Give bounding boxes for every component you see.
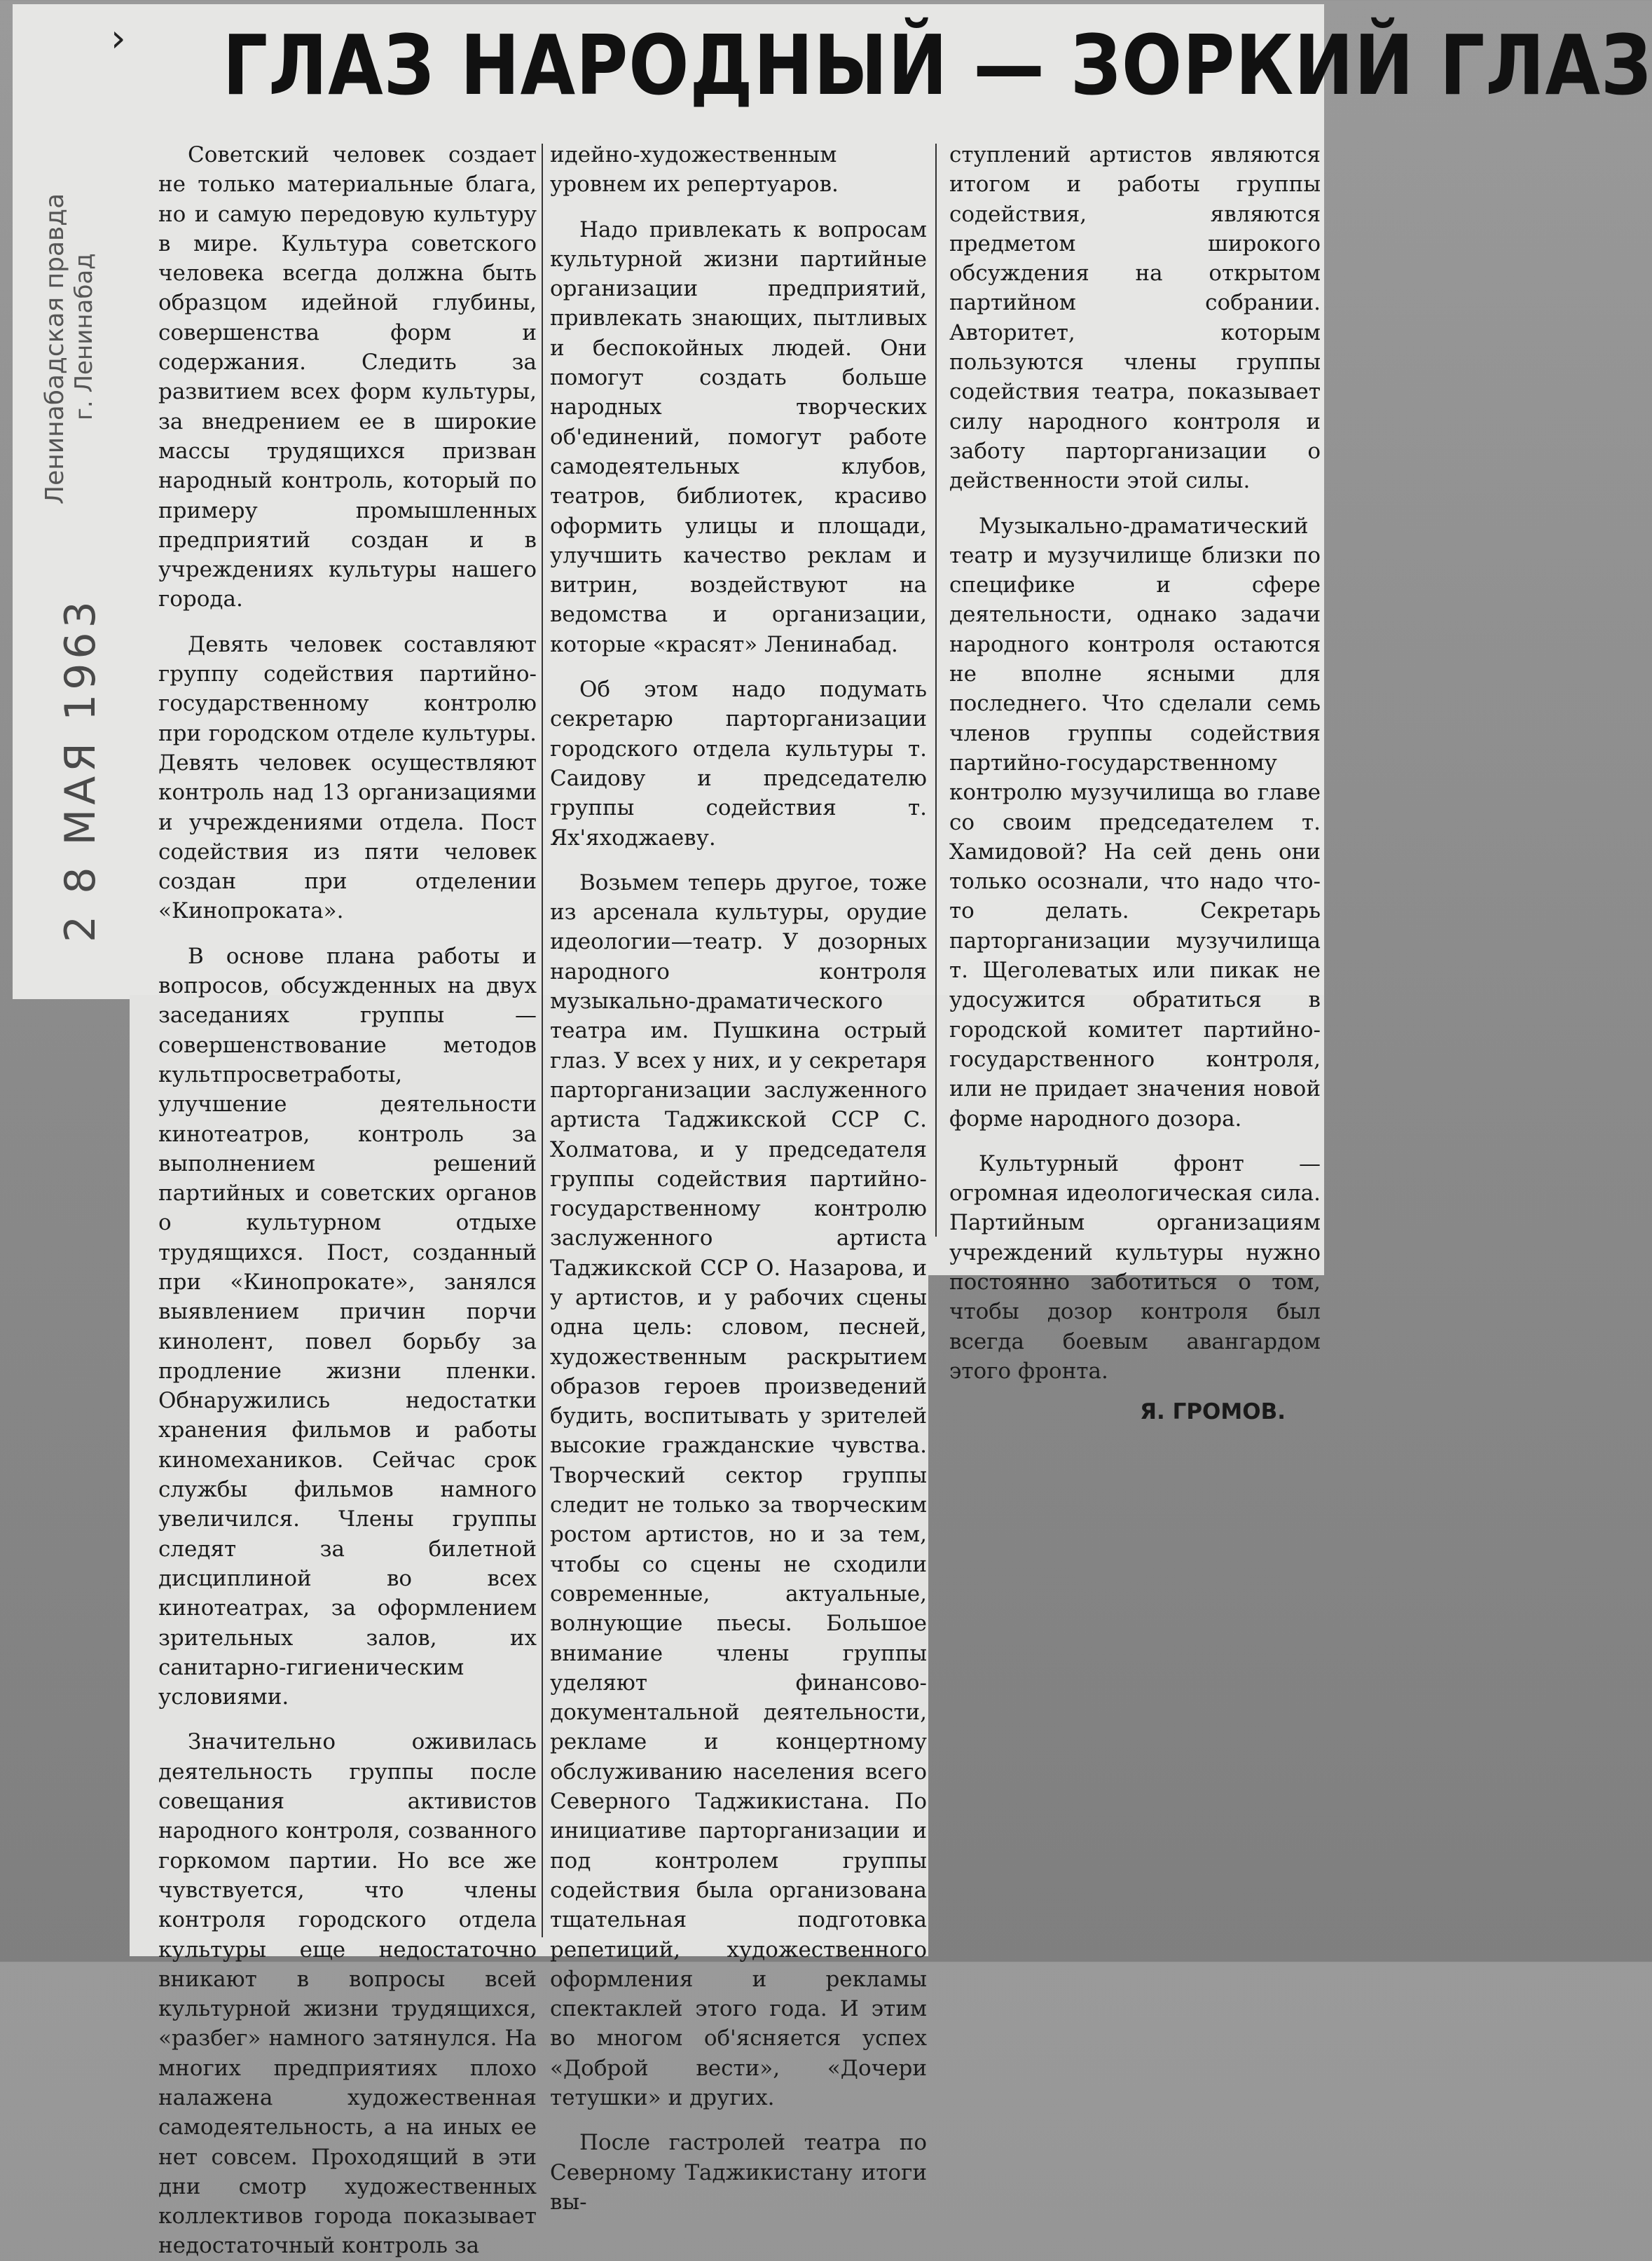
column-divider: [935, 144, 937, 1237]
paragraph: Советский человек создает не только материальные блага, но и самую передовую культуру в мире. Культура советского человека всегда должна быть образцом идейной глубины, совершенства форм и содержания. Следить за развитием всех форм культуры, за внедрением ее в широкие массы трудящихся призван народный контроль, который по примеру промышленных предприятий создан и в учреждениях культуры нашего города.: [158, 142, 537, 612]
newspaper-city-stamp: г. Ленинабад: [70, 253, 98, 420]
column-divider: [542, 144, 543, 1937]
article-column-2: [550, 140, 927, 2217]
paragraph: Возьмем теперь другое, тоже из арсенала культуры, орудие идеологии—театр. У дозорных народного контроля музыкально-драматического театра им. Пушкина острый глаз. У всех у них, и у секретаря парторганизации заслуженного артиста Таджикской ССР С. Холматова, и у председателя группы содействия партийно-государственному контролю заслуженного артиста Таджикской ССР О. Назарова, и у артистов, и у рабочих сцены одна цель: словом, песней, художественным раскрытием образов героев произведений будить, воспитывать у зрителей высокие гражданские чувства. Творческий сектор группы следит не только за творческим ростом артистов, но и за тем, чтобы со сцены не сходили современные, актуальные, волнующие пьесы. Большое внимание члены группы уделяют финансово-документальной деятельности, рекламе и концертному обслуживанию населения всего Северного Таджикистана. По инициативе парторганизации и под контролем группы содействия была организована тщательная подготовка репетиций, художественного оформления и рекламы спектаклей этого года. И этим во многом об'ясняется успех «Доброй вести», «Дочери тетушки» и других.: [550, 870, 927, 2110]
paragraph: После гастролей театра по Северному Таджикистану итоги вы-: [550, 2130, 927, 2215]
paragraph: Надо привлекать к вопросам культурной жизни партийные организации предприятий, привлекать знающих, пытливых и беспокойных людей. Они помогут создать больше народных творческих об'единений, помогут работе самодеятельных клубов, театров, библиотек, красиво оформить улицы и площади, улучшить качество реклам и витрин, воздействуют на ведомства и организации, которые «красят» Ленинабад.: [550, 217, 927, 657]
paragraph: ступлений артистов являются итогом и работы группы содействия, являются предметом широкого обсуждения на открытом партийном собрании. Авторитет, которым пользуются члены группы содействия театра, показывает силу народного контроля и заботу парторганизации о действенности этой силы.: [949, 142, 1321, 494]
paragraph: В основе плана работы и вопросов, обсужденных на двух заседаниях группы — совершенствование методов культпросветработы, улучшение деятельности кинотеатров, контроль за выполнением решений партийных и советских органов о культурном отдыхе трудящихся. Пост, созданный при «Кинопрокате», занялся выявлением причин порчи кинолент, повел борьбу за продление жизни пленки. Обнаружились недостатки хранения фильмов и работы киномехаников. Сейчас срок службы фильмов намного увеличился. Члены группы следят за билетной дисциплиной во всех кинотеатрах, за оформлением зрительных залов, их санитарно-гигиеническим условиями.: [158, 943, 537, 1710]
paragraph: Музыкально-драматический театр и музучилище близки по специфике и сфере деятельности, однако задачи народного контроля остаются не вполне ясными для последнего. Что сделали семь членов группы содействия партийно-государственному контролю музучилища во главе со своим председателем т. Хамидовой? На сей день они только осознали, что надо что-то делать. Секретарь парторганизации музучилища т. Щеголеватых или пикак не удосужится обратиться в городской комитет партийно-государственного контроля, или не придает значения новой форме народного дозора.: [949, 513, 1321, 1132]
article-column-1: [158, 140, 537, 2261]
author-signature: Я. ГРОМОВ.: [1140, 1399, 1286, 1425]
date-stamp: 2 8 МАЯ 1963: [56, 597, 105, 942]
article-headline: ГЛАЗ НАРОДНЫЙ — ЗОРКИЙ ГЛАЗ: [222, 17, 1652, 114]
paragraph: идейно-художественным уровнем их репертуаров.: [550, 142, 839, 198]
newspaper-source-stamp: Ленинабадская правда: [41, 193, 69, 504]
paragraph: Культурный фронт — огромная идеологическая сила. Партийным организациям учреждений культуры нужно постоянно заботиться о том, чтобы дозор контроля был всегда боевым авангардом этого фронта.: [949, 1150, 1321, 1384]
paragraph: Значительно оживилась деятельность группы после совещания активистов народного контроля, созванного горкомом партии. Но все же чувствуется, что члены контроля городского отдела культуры еще недостаточно вникают в вопросы всей культурной жизни трудящихся, «разбег» намного затянулся. На многих предприятиях плохо налажена художественная самодеятельность, а на иных ее нет совсем. Проходящий в эти дни смотр художественных коллективов города показывает недостаточный контроль за: [158, 1729, 537, 2259]
article-column-3: [949, 140, 1321, 1427]
pencil-mark-icon: ›: [111, 16, 126, 60]
paragraph: Девять человек составляют группу содействия партийно-государственному контролю при городском отделе культуры. Девять человек осуществляют контроль над 13 организациями и учреждениями отдела. Пост содействия из пяти человек создан при отделении «Кинопроката».: [158, 631, 537, 924]
paragraph: Об этом надо подумать секретарю парторганизации городского отдела культуры т. Саидову и председателю группы содействия т. Ях'яходжаеву.: [550, 677, 927, 851]
